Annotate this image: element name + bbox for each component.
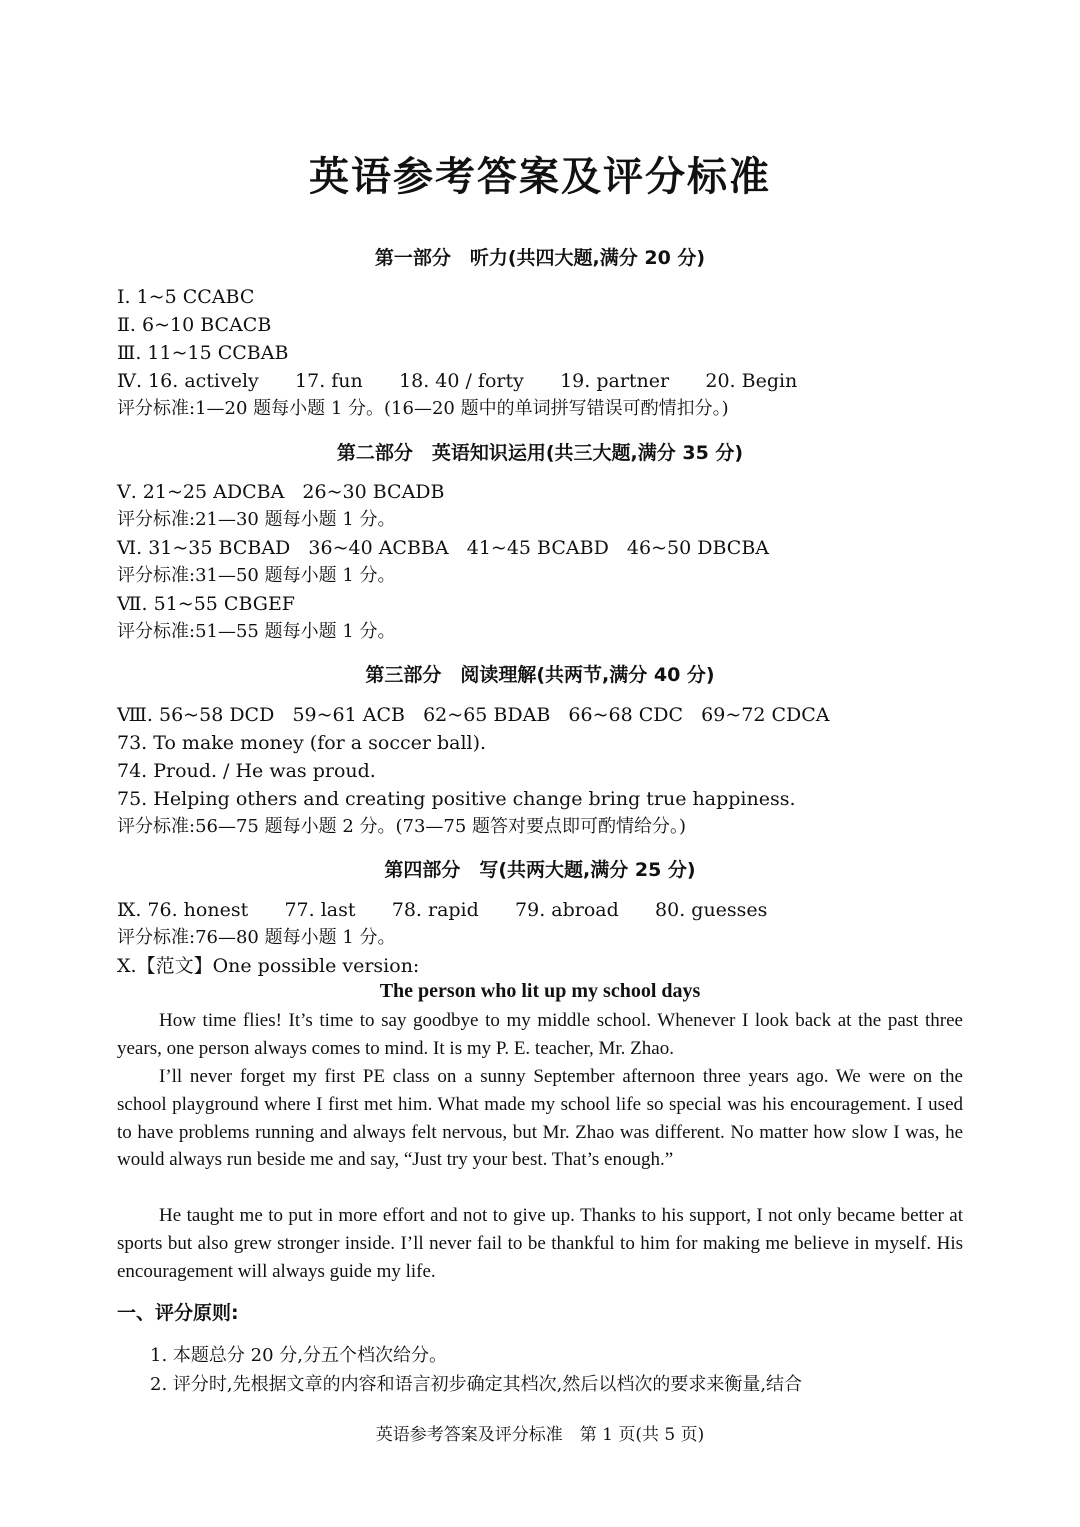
answer-line-q3: Ⅲ. 11~15 CCBAB: [117, 342, 289, 364]
answer-line-73: 73. To make money (for a soccer ball).: [117, 732, 487, 754]
scoring-criteria-q6: 评分标准:31—50 题每小题 1 分。: [117, 565, 396, 586]
page-title: 英语参考答案及评分标准: [309, 154, 771, 200]
essay-title: The person who lit up my school days: [379, 980, 701, 1002]
essay-paragraph-1: How time flies! It’s time to say goodbye to my middle school. Whenever I look back at the past three years, one person always comes to mind. It is my P. E. teacher, Mr. Zhao.: [117, 1010, 963, 1059]
scoring-criteria-q9: 评分标准:76—80 题每小题 1 分。: [117, 927, 396, 948]
essay-paragraph-2: I’ll never forget my first PE class on a sunny September afternoon three years ago. We were on the school playground where I first met him. What made my school life so special was his encouragement. I used to have problems running and always felt nervous, but Mr. Zhao was different. No matter how slow I was, he would always run beside me and say, “Just try your best. That’s enough.”: [117, 1066, 963, 1171]
part4-heading: 第四部分 写(共两大题,满分 25 分): [384, 859, 696, 881]
part2-heading: 第二部分 英语知识运用(共三大题,满分 35 分): [336, 442, 744, 464]
scoring-principle-1: 1. 本题总分 20 分,分五个档次给分。: [150, 1345, 447, 1366]
scoring-principle-2: 2. 评分时,先根据文章的内容和语言初步确定其档次,然后以档次的要求来衡量,结合: [150, 1374, 803, 1395]
answer-line-q10-intro: Ⅹ.【范文】One possible version:: [117, 955, 420, 977]
scoring-principles-heading: 一、评分原则:: [117, 1302, 239, 1324]
answer-line-q2: Ⅱ. 6~10 BCACB: [117, 314, 272, 336]
part1-heading: 第一部分 听力(共四大题,满分 20 分): [374, 247, 706, 269]
scoring-criteria-q7: 评分标准:51—55 题每小题 1 分。: [117, 621, 396, 642]
page-footer: 英语参考答案及评分标准 第 1 页(共 5 页): [375, 1425, 705, 1445]
scoring-criteria-part3: 评分标准:56—75 题每小题 2 分。(73—75 题答对要点即可酌情给分。): [117, 816, 687, 837]
answer-line-75: 75. Helping others and creating positive change bring true happiness.: [117, 788, 796, 810]
answer-line-q4: Ⅳ. 16. actively 17. fun 18. 40 / forty 19. partner 20. Begin: [117, 370, 798, 392]
answer-line-q1: Ⅰ. 1~5 CCABC: [117, 286, 255, 308]
answer-line-q9: Ⅸ. 76. honest 77. last 78. rapid 79. abroad 80. guesses: [117, 899, 768, 921]
scoring-criteria-part1: 评分标准:1—20 题每小题 1 分。(16—20 题中的单词拼写错误可酌情扣分。): [117, 398, 729, 419]
part3-heading: 第三部分 阅读理解(共两节,满分 40 分): [365, 664, 715, 686]
essay-paragraph-3: He taught me to put in more effort and not to give up. Thanks to his support, I not only became better at sports but also grew stronger inside. I’ll never fail to be thankful to him for making me believe in myself. His encouragement will always guide my life.: [117, 1205, 963, 1282]
answer-line-q5: Ⅴ. 21~25 ADCBA 26~30 BCADB: [117, 481, 445, 503]
answer-line-74: 74. Proud. / He was proud.: [117, 760, 376, 782]
answer-line-q6: Ⅵ. 31~35 BCBAD 36~40 ACBBA 41~45 BCABD 46~50 DBCBA: [117, 537, 770, 559]
answer-line-q7: Ⅶ. 51~55 CBGEF: [117, 593, 295, 615]
scoring-criteria-q5: 评分标准:21—30 题每小题 1 分。: [117, 509, 396, 530]
answer-line-q8: Ⅷ. 56~58 DCD 59~61 ACB 62~65 BDAB 66~68 CDC 69~72 CDCA: [117, 704, 830, 726]
